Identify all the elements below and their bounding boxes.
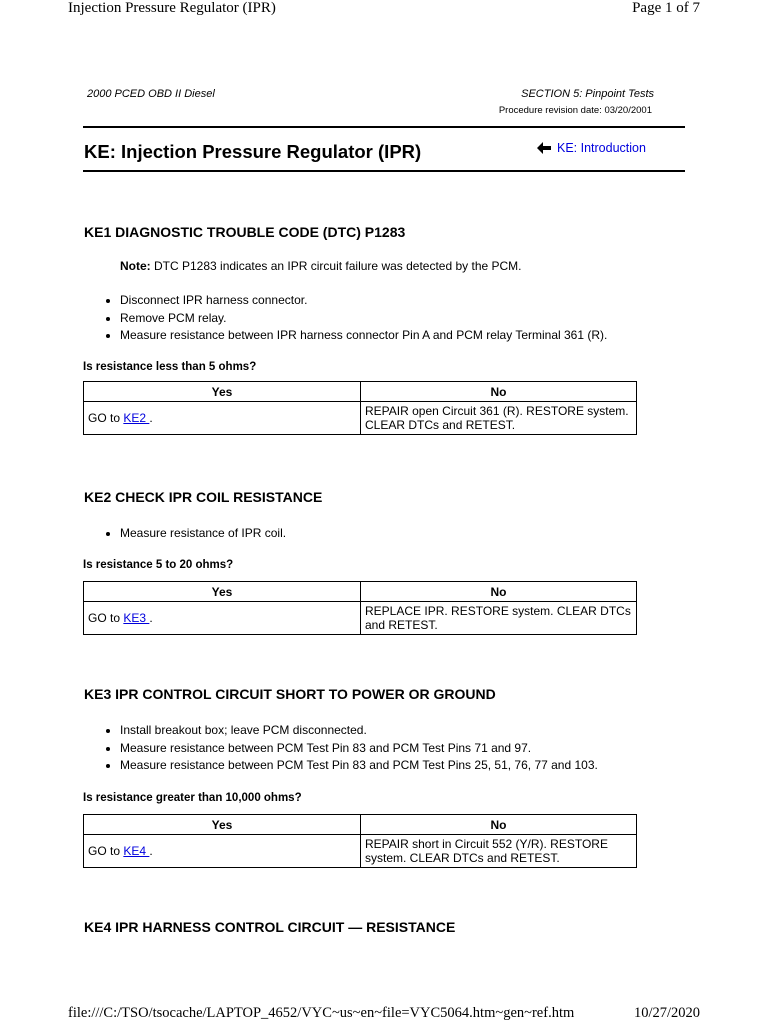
- goto-ke2-link[interactable]: KE2: [123, 411, 150, 425]
- print-footer-date: 10/27/2020: [633, 1005, 700, 1021]
- yes-suffix: .: [149, 611, 153, 625]
- no-cell: REPAIR short in Circuit 552 (Y/R). RESTORE system. CLEAR DTCs and RETEST.: [361, 835, 637, 868]
- yes-header: Yes: [84, 815, 361, 835]
- title-divider: [83, 170, 685, 172]
- step-instructions: [102, 292, 607, 345]
- note-text: DTC P1283 indicates an IPR circuit failure was detected by the PCM.: [150, 259, 522, 273]
- yes-cell: [84, 835, 361, 868]
- print-footer-path: file:///C:/TSO/tsocache/LAPTOP_4652/VYC~us~en~file=VYC5064.htm~gen~ref.htm: [68, 1005, 575, 1021]
- step-instructions: [102, 525, 286, 543]
- print-header-page-number: Page 1 of 7: [632, 0, 700, 16]
- list-item: • Remove PCM relay.: [120, 310, 607, 328]
- arrow-left-icon: [537, 142, 551, 154]
- no-cell: REPAIR open Circuit 361 (R). RESTORE system. CLEAR DTCs and RETEST.: [361, 402, 637, 435]
- note-label: Note:: [120, 259, 151, 273]
- page-title: KE: Injection Pressure Regulator (IPR): [84, 141, 422, 162]
- goto-ke3-link[interactable]: KE3: [123, 611, 150, 625]
- goto-ke4-link[interactable]: KE4: [123, 844, 150, 858]
- yes-cell: [84, 602, 361, 635]
- yes-header: Yes: [84, 582, 361, 602]
- yes-suffix: .: [149, 411, 153, 425]
- introduction-link-label: KE: Introduction: [557, 141, 646, 155]
- step-heading-ke1: KE1 DIAGNOSTIC TROUBLE CODE (DTC) P1283: [84, 224, 406, 240]
- doc-publication-name: 2000 PCED OBD II Diesel: [87, 88, 215, 100]
- step-heading-ke2: KE2 CHECK IPR COIL RESISTANCE: [84, 489, 323, 505]
- list-item: • Install breakout box; leave PCM disconnected.: [120, 722, 598, 740]
- step-heading-ke4: KE4 IPR HARNESS CONTROL CIRCUIT — RESISTANCE: [84, 919, 456, 935]
- print-header-title: Injection Pressure Regulator (IPR): [68, 0, 276, 16]
- yes-suffix: .: [149, 844, 153, 858]
- list-item: • Measure resistance of IPR coil.: [120, 525, 286, 543]
- decision-table: [83, 581, 637, 635]
- yes-prefix: GO to: [88, 611, 124, 625]
- step-question: Is resistance 5 to 20 ohms?: [83, 559, 234, 571]
- no-cell: REPLACE IPR. RESTORE system. CLEAR DTCs and RETEST.: [361, 602, 637, 635]
- list-item: • Measure resistance between IPR harness connector Pin A and PCM relay Terminal 361 (R).: [120, 327, 607, 345]
- no-header: No: [361, 815, 637, 835]
- doc-revision-date: Procedure revision date: 03/20/2001: [498, 105, 652, 116]
- no-header: No: [361, 382, 637, 402]
- step-note: [120, 259, 522, 273]
- decision-table: [83, 381, 637, 435]
- introduction-link[interactable]: [537, 141, 646, 155]
- list-item: • Disconnect IPR harness connector.: [120, 292, 607, 310]
- doc-section-name: SECTION 5: Pinpoint Tests: [521, 88, 654, 100]
- step-heading-ke3: KE3 IPR CONTROL CIRCUIT SHORT TO POWER OR GROUND: [84, 686, 496, 702]
- step-question: Is resistance greater than 10,000 ohms?: [83, 792, 302, 804]
- no-header: No: [361, 582, 637, 602]
- step-instructions: [102, 722, 598, 775]
- yes-prefix: GO to: [88, 844, 124, 858]
- yes-cell: [84, 402, 361, 435]
- step-question: Is resistance less than 5 ohms?: [83, 361, 257, 373]
- list-item: • Measure resistance between PCM Test Pin 83 and PCM Test Pins 71 and 97.: [120, 740, 598, 758]
- decision-table: [83, 814, 637, 868]
- list-item: • Measure resistance between PCM Test Pin 83 and PCM Test Pins 25, 51, 76, 77 and 103.: [120, 757, 598, 775]
- yes-header: Yes: [84, 382, 361, 402]
- yes-prefix: GO to: [88, 411, 124, 425]
- top-divider: [83, 126, 685, 128]
